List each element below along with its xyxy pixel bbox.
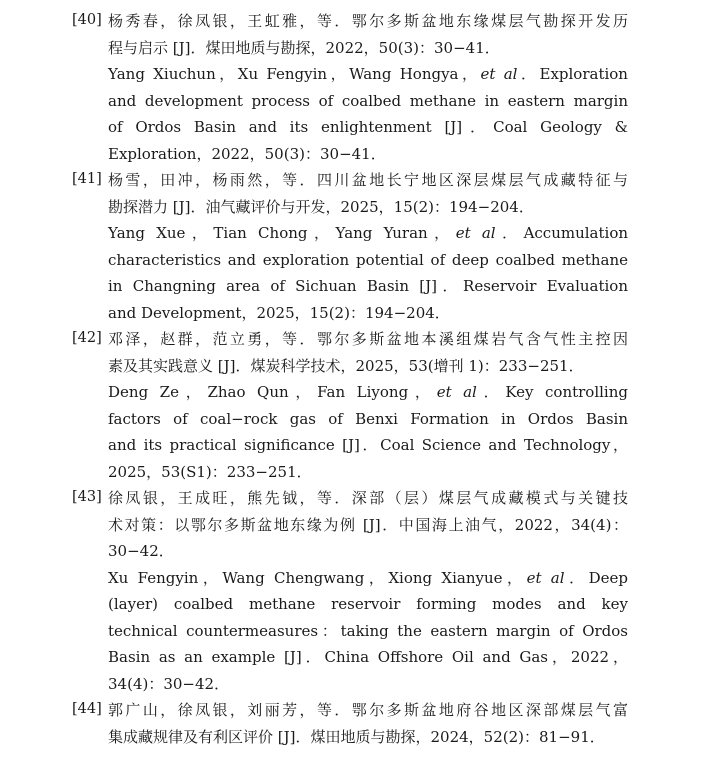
reference-en-line	[108, 273, 628, 299]
reference-en-text: and its practical significance [J]．Coal Science and Technology，	[108, 436, 628, 454]
reference-et-al: et al	[526, 568, 565, 587]
reference-en-text: factors of coal−rock gas of Benxi Formation in Ordos Basin	[108, 409, 628, 428]
reference-en-line	[108, 141, 386, 167]
reference-en-line	[108, 432, 628, 458]
reference-cn-line: 集成藏规律及有利区评价 [J]．煤田地质与勘探，2024，52(2)：81−91．	[108, 727, 605, 746]
reference-en-line	[108, 247, 628, 273]
reference-cn-line: 30−42．	[108, 542, 174, 560]
reference-en-line	[108, 618, 628, 644]
reference-en-text: Yang Xue，Tian Chong，Yang Yuran，	[108, 224, 456, 242]
reference-en-text: technical countermeasures：taking the eastern margin of Ordos	[108, 621, 628, 640]
reference-en-line	[108, 114, 628, 140]
reference-en-text: Yang Xiuchun，Xu Fengyin，Wang Hongya，	[108, 65, 481, 83]
reference-en-text: 34(4)：30−42．	[108, 674, 230, 693]
reference-en-line	[108, 300, 450, 326]
reference-cn-line: 邓泽，赵群，范立勇，等．鄂尔多斯盆地本溪组煤岩气含气性主控因	[108, 330, 628, 348]
reference-cn-line: 勘探潜力 [J]．油气藏评价与开发，2025，15(2)：194−204．	[108, 197, 534, 216]
reference-en-line	[108, 88, 628, 114]
reference-en-text-tail: ．Exploration	[517, 65, 628, 83]
reference-cn-line: 杨雪，田冲，杨雨然，等．四川盆地长宁地区深层煤层气成藏特征与	[108, 171, 628, 189]
reference-en-text: (layer) coalbed methane reservoir forming modes and key	[108, 595, 628, 613]
reference-en-line	[108, 61, 628, 87]
reference-number: [43]	[72, 489, 102, 505]
reference-et-al: et al	[436, 383, 477, 401]
reference-en-text: and development process of coalbed methane in eastern margin	[108, 91, 628, 110]
reference-en-text: Deng Ze，Zhao Qun，Fan Liyong，	[108, 383, 437, 401]
reference-en-line	[108, 379, 628, 405]
reference-cn-line: 程与启示 [J]．煤田地质与勘探，2022，50(3)：30−41．	[108, 38, 500, 57]
reference-en-text: Xu Fengyin，Wang Chengwang，Xiong Xianyue，	[108, 568, 527, 587]
reference-cn-line: 杨秀春，徐凤银，王虹雅，等．鄂尔多斯盆地东缘煤层气勘探开发历	[108, 12, 628, 30]
reference-en-text-tail: ．Key controlling	[476, 383, 628, 401]
reference-cn-line: 徐凤银，王成旺，熊先钺，等．深部（层）煤层气成藏模式与关键技	[108, 489, 628, 507]
reference-number: [42]	[72, 330, 102, 346]
reference-number: [40]	[72, 12, 102, 28]
reference-cn-line: 素及其实践意义 [J]．煤炭科学技术，2025，53(增刊 1)：233−251．	[108, 356, 584, 375]
reference-en-line	[108, 591, 628, 617]
reference-en-line	[108, 406, 628, 432]
reference-en-line	[108, 644, 628, 670]
reference-cn-line: 郭广山，徐凤银，刘丽芳，等．鄂尔多斯盆地府谷地区深部煤层气富	[108, 701, 628, 719]
reference-et-al: et al	[455, 224, 496, 242]
reference-en-text: 2025，53(S1)：233−251．	[108, 462, 312, 481]
reference-en-text-tail: ．Deep	[564, 568, 628, 587]
reference-en-text-tail: ．Accumulation	[495, 224, 629, 242]
reference-cn-line: 术对策：以鄂尔多斯盆地东缘为例 [J]．中国海上油气，2022，34(4)：	[108, 515, 628, 534]
reference-en-text: Exploration，2022，50(3)：30−41．	[108, 144, 386, 163]
reference-number: [41]	[72, 171, 102, 187]
reference-en-text: of Ordos Basin and its enlightenment [J]．Coal Geology &	[108, 118, 628, 136]
reference-en-text: and Development，2025，15(2)：194−204．	[108, 303, 450, 322]
reference-number: [44]	[72, 701, 102, 717]
reference-en-line	[108, 459, 312, 485]
reference-en-text: Basin as an example [J]．China Offshore Oil and Gas，2022，	[108, 648, 628, 666]
reference-en-line	[108, 220, 628, 246]
reference-en-line	[108, 671, 229, 697]
reference-en-text: in Changning area of Sichuan Basin [J]．Reservoir Evaluation	[108, 277, 628, 295]
reference-en-line	[108, 565, 628, 591]
reference-et-al: et al	[480, 65, 518, 83]
reference-en-text: characteristics and exploration potential of deep coalbed methane	[108, 250, 628, 269]
